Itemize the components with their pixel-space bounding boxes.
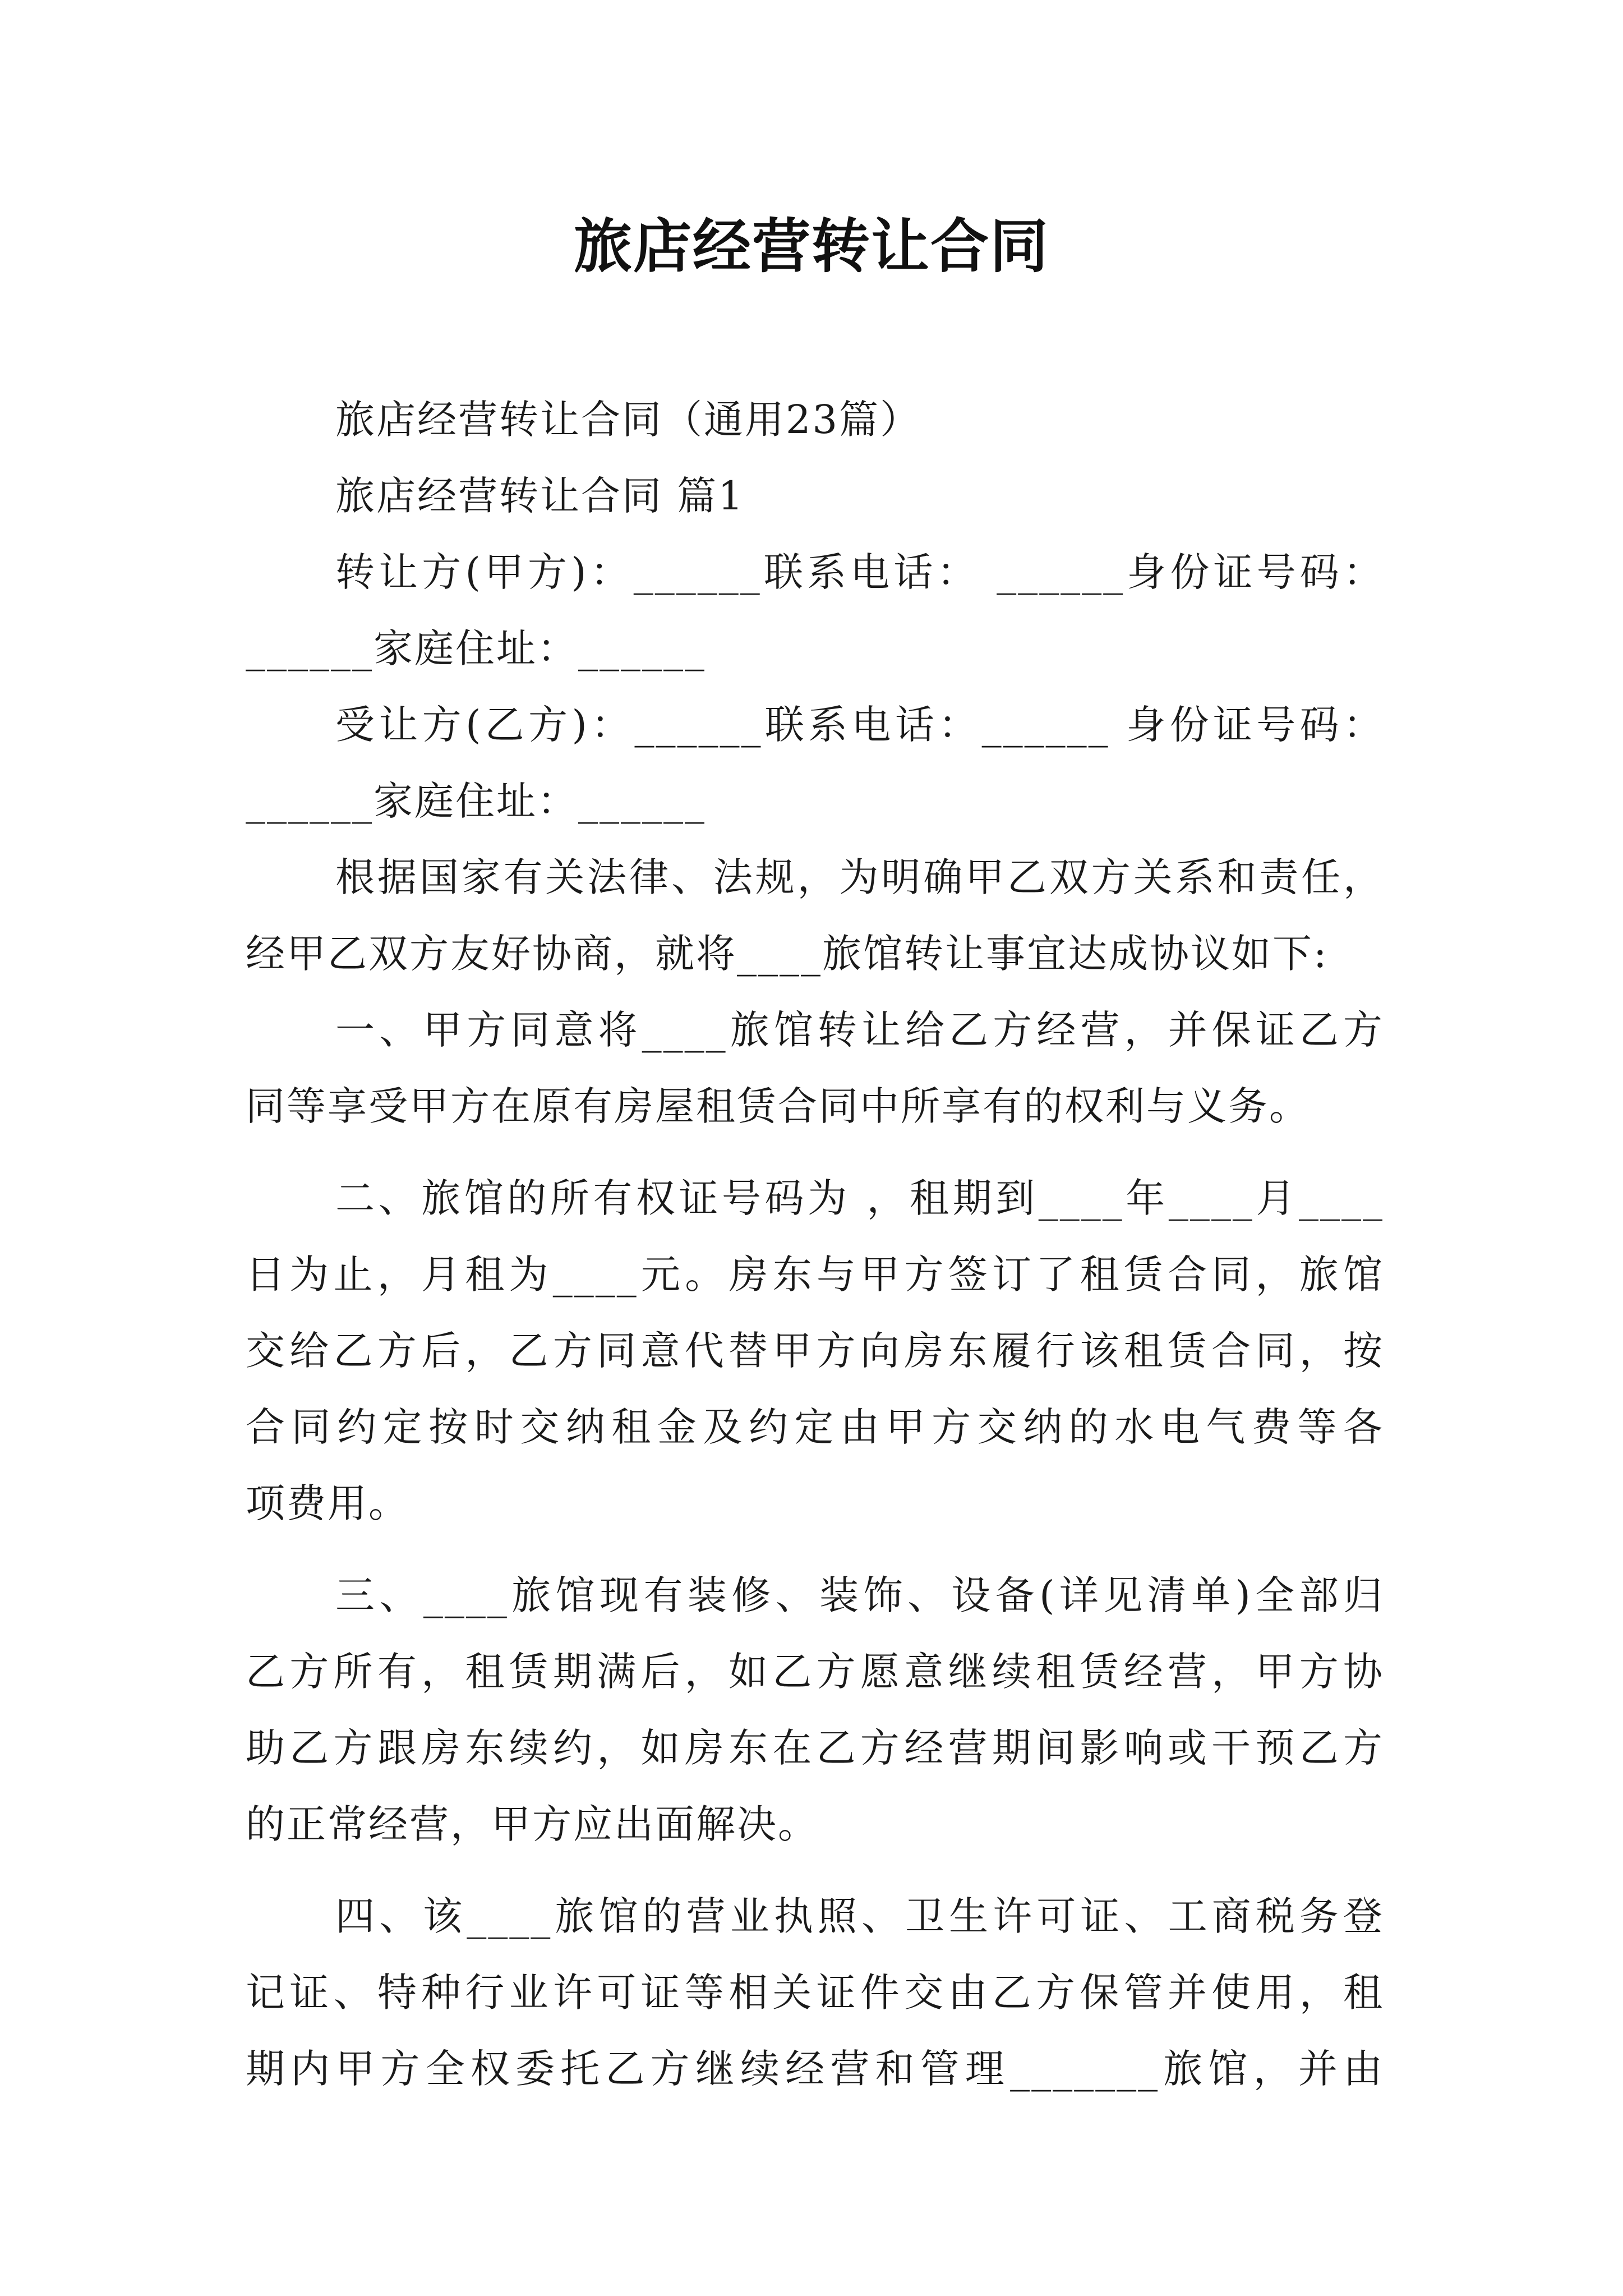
paragraph-line: 合同约定按时交纳租金及约定由甲方交纳的水电气费等各: [246, 1404, 1384, 1450]
paragraph-line: 一、甲方同意将____旅馆转让给乙方经营，并保证乙方: [335, 1007, 1384, 1053]
paragraph-line: ______家庭住址：______: [246, 625, 706, 671]
paragraph-line: 同等享受甲方在原有房屋租赁合同中所享有的权利与义务。: [246, 1083, 1310, 1129]
paragraph-line: 二、旅馆的所有权证号码为 ，租期到____年____月____: [335, 1175, 1384, 1221]
document-body: [246, 381, 1384, 2107]
paragraph-line: 日为止，月租为____元。房东与甲方签订了租赁合同，旅馆: [246, 1251, 1384, 1297]
paragraph-line: 受让方(乙方)：______联系电话：______ 身份证号码：: [335, 702, 1384, 748]
paragraph-line: 期内甲方全权委托乙方继续经营和管理_______旅馆，并由: [246, 2046, 1384, 2092]
paragraph-line: 项费用。: [246, 1480, 409, 1526]
paragraph-line: 根据国家有关法律、法规，为明确甲乙双方关系和责任，: [335, 854, 1384, 900]
paragraph-line: 三、____旅馆现有装修、装饰、设备(详见清单)全部归: [335, 1572, 1384, 1618]
paragraph-line: 的正常经营，甲方应出面解决。: [246, 1801, 819, 1847]
paragraph-line: 交给乙方后，乙方同意代替甲方向房东履行该租赁合同，按: [246, 1328, 1384, 1374]
paragraph-line: 乙方所有，租赁期满后，如乙方愿意继续租赁经营，甲方协: [246, 1649, 1384, 1695]
paragraph-line: 记证、特种行业许可证等相关证件交由乙方保管并使用，租: [246, 1970, 1384, 2016]
paragraph-line: 助乙方跟房东续约，如房东在乙方经营期间影响或干预乙方: [246, 1725, 1384, 1771]
subtitle-line: 旅店经营转让合同（通用23篇）: [335, 397, 921, 443]
paragraph-line: ______家庭住址：______: [246, 778, 706, 824]
paragraph-line: 经甲乙双方友好协商，就将____旅馆转让事宜达成协议如下:: [246, 931, 1329, 977]
document-title: 旅店经营转让合同: [573, 211, 1049, 280]
paragraph-line: 转让方(甲方)：______联系电话： ______身份证号码：: [335, 549, 1384, 595]
section-heading: 旅店经营转让合同 篇1: [335, 473, 745, 519]
paragraph-line: 四、该____旅馆的营业执照、卫生许可证、工商税务登: [335, 1893, 1384, 1939]
